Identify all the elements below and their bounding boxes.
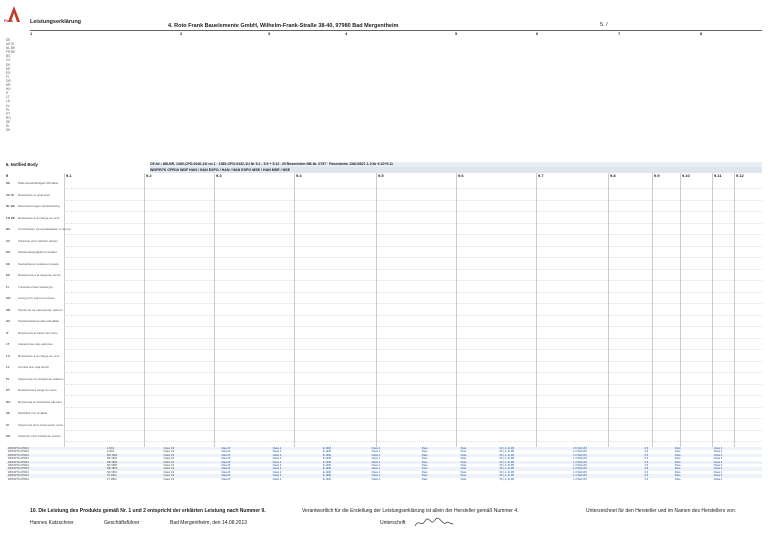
- language-code: SI: [6, 123, 10, 128]
- table-cell: Pass: [421, 460, 428, 464]
- language-code: FR BE: [6, 50, 16, 55]
- column-divider: [456, 173, 457, 451]
- table-cell: 30 (-1;-3) dB: [499, 450, 514, 454]
- table-cell: Class C3: [163, 447, 175, 450]
- language-code: BG: [6, 54, 11, 59]
- perf-row-label: Atsparumas vėjo apkrovai: [18, 342, 53, 346]
- table-cell: Class 4: [272, 460, 282, 464]
- row-divider: [66, 326, 762, 328]
- table-cell: Pass: [674, 457, 681, 461]
- table-cell: Pass: [674, 453, 681, 457]
- table-cell: Class C3: [163, 477, 175, 481]
- table-cell: Pass: [460, 464, 467, 468]
- table-cell: 0.6: [644, 467, 649, 471]
- language-code: GR: [6, 78, 11, 83]
- table-cell: 2T 1800: [106, 477, 117, 481]
- row-divider: [66, 349, 762, 351]
- table-cell: Class B: [221, 453, 231, 457]
- table-cell: Pass: [460, 467, 467, 471]
- column-divider: [64, 173, 65, 451]
- table-cell: Class C3: [163, 450, 175, 454]
- perf-row-language: FR BE: [6, 215, 15, 220]
- language-list: [6, 38, 15, 132]
- table-cell: Class B: [221, 447, 231, 450]
- language-code: LV: [6, 103, 10, 108]
- column-divider: [652, 173, 653, 451]
- table-cell: 1.0 W/(m²K): [573, 450, 588, 454]
- table-cell: Class 4: [713, 477, 723, 481]
- table-cell: Pass: [460, 447, 467, 450]
- table-cell: Class 4: [713, 470, 723, 474]
- language-code: HR: [6, 83, 11, 88]
- table-cell: Pass: [421, 457, 428, 461]
- perf-row-language: PT: [6, 388, 10, 392]
- table-cell: 0.6: [644, 460, 649, 464]
- table-cell: 30 (-1;-3) dB: [499, 474, 514, 478]
- declaration-statement: 10. Die Leistung des Produkts gemäß Nr. 1 und 2 entspricht der erklärten Leistung nach Nummer 9.: [30, 508, 266, 514]
- row-divider: [66, 223, 762, 225]
- table-cell: Class 4: [371, 474, 381, 478]
- table-cell: Class 4: [713, 467, 723, 471]
- perf-column-header: 9.11: [714, 173, 722, 178]
- column-header: 2: [180, 31, 183, 36]
- table-cell: 0.6: [644, 464, 649, 468]
- table-cell: 1.3 W/(m²K): [573, 457, 588, 461]
- table-cell: Class B: [221, 464, 231, 468]
- perf-column-header: 9.7: [538, 173, 544, 178]
- column-divider: [712, 173, 713, 451]
- column-header: 4: [345, 31, 348, 36]
- table-cell: Pass: [674, 450, 681, 454]
- signer-role: Geschäftsführer: [104, 520, 140, 526]
- responsibility-statement: Verantwortlich für die Erstellung der Leistungserklärung ist allein der Hersteller gemäß Nummer 4.: [302, 508, 519, 514]
- section-title: 6. Notified Body: [6, 162, 38, 167]
- perf-row-label: Odolnost proti zatížení větrem: [18, 238, 59, 243]
- table-cell: 1.3 W/(m²K): [573, 470, 588, 474]
- table-cell: Class 4: [713, 450, 723, 454]
- table-cell: WDF/R7K-CPR10: [8, 474, 29, 478]
- column-header: 6: [536, 31, 539, 36]
- column-divider: [144, 173, 145, 451]
- page-number: 5. /: [600, 22, 608, 28]
- table-cell: E 1200: [322, 474, 332, 478]
- perf-column-header: 9.3: [216, 173, 222, 178]
- row-divider: [66, 234, 762, 236]
- table-cell: Class 4: [272, 464, 282, 468]
- table-cell: 0.6: [644, 470, 649, 474]
- table-cell: 30 (-1;-3) dB: [499, 447, 514, 450]
- table-cell: Pass: [460, 457, 467, 461]
- perf-column-header: 9.1: [66, 173, 72, 178]
- perf-row-label: Resistencia a la carga de viento: [18, 273, 61, 277]
- row-divider: [66, 338, 762, 340]
- signature-label: Unterschrift: [380, 520, 406, 526]
- table-cell: WDF/R7K-CPR10: [8, 447, 29, 450]
- table-cell: WDF/R7K-CPR10: [8, 457, 29, 461]
- table-cell: Class B: [221, 450, 231, 454]
- perf-row-label: Resistance to wind load: [18, 192, 50, 197]
- perf-row-label: Widerstandsfähigkeit Windlast: [18, 181, 59, 185]
- row-divider: [66, 211, 762, 213]
- column-divider: [734, 173, 735, 451]
- row-divider: [66, 372, 762, 374]
- language-code: SE: [6, 119, 11, 124]
- table-cell: WDF/R7K-CPR10: [8, 477, 29, 481]
- perf-column-header: 9: [6, 173, 9, 178]
- column-divider: [608, 173, 609, 451]
- signed-for-statement: Unterzeichnet für den Hersteller und im Namen des Herstellers von:: [586, 508, 737, 514]
- table-cell: SR 1801: [106, 470, 118, 474]
- table-cell: 30 (-1;-3) dB: [499, 470, 514, 474]
- perf-row-label: Αντοχή στη φόρτιση ανέμου: [18, 296, 55, 300]
- perf-row-language: FI: [6, 284, 9, 289]
- row-divider: [66, 418, 762, 420]
- table-cell: Class 4: [371, 467, 381, 471]
- language-code: LT: [6, 95, 10, 100]
- perf-column-header: 9.12: [736, 173, 744, 178]
- row-divider: [66, 384, 762, 386]
- table-cell: Class B: [221, 477, 231, 481]
- column-header: 7: [618, 31, 621, 36]
- table-cell: E 1200: [322, 447, 332, 450]
- manufacturer-info: 4. Roto Frank Bauelemente GmbH, Wilhelm-Frank-Straße 38-40, 97980 Bad Mergentheim: [168, 23, 399, 29]
- table-cell: Class 4: [272, 453, 282, 457]
- table-cell: Class 4: [713, 453, 723, 457]
- perf-row-language: ES: [6, 273, 11, 277]
- language-code: FI: [6, 74, 9, 79]
- table-cell: Class 4: [272, 450, 282, 454]
- perf-row-language: DE: [6, 181, 11, 185]
- language-code: LU: [6, 99, 11, 104]
- table-cell: WDF/R7K-CPR10: [8, 450, 29, 454]
- perf-row-language: NL BE: [6, 204, 15, 208]
- signer-name: Hannes Katzschner: [30, 520, 74, 526]
- table-cell: 30 (-1;-3) dB: [499, 457, 514, 461]
- table-cell: Pass: [674, 474, 681, 478]
- table-cell: 1.0 W/(m²K): [573, 453, 588, 457]
- table-cell: Pass: [460, 460, 467, 464]
- table-cell: Class B: [221, 474, 231, 478]
- table-cell: Class B: [221, 470, 231, 474]
- perf-row-label: Odpornost proti obremenitvi vetra: [18, 422, 63, 427]
- table-cell: Class 4: [272, 467, 282, 471]
- table-cell: Class 4: [713, 447, 723, 450]
- table-cell: WDF/R7K-CPR10: [8, 453, 29, 457]
- table-cell: Pass: [460, 450, 467, 454]
- table-cell: Class C3: [163, 464, 175, 468]
- table-cell: Class C3: [163, 474, 175, 478]
- perf-row-label: Устойчивост на натоварване от вятър: [18, 227, 71, 231]
- perf-row-language: EE: [6, 261, 11, 266]
- row-divider: [66, 280, 762, 282]
- column-divider: [294, 173, 295, 451]
- table-cell: 1.3 W/(m²K): [573, 467, 588, 471]
- row-divider: [66, 188, 762, 190]
- column-header: 3: [268, 31, 271, 36]
- table-cell: E 1200: [322, 457, 332, 461]
- table-cell: 0.6: [644, 457, 649, 461]
- table-cell: SR 1800: [106, 464, 118, 468]
- table-cell: E 1200: [322, 453, 332, 457]
- table-cell: Class 4: [272, 457, 282, 461]
- table-cell: RR 1800: [106, 460, 118, 464]
- perf-row-language: HR: [6, 307, 11, 312]
- table-cell: Pass: [421, 447, 428, 450]
- perf-row-language: LV: [6, 365, 10, 369]
- table-cell: Pass: [421, 470, 428, 474]
- perf-column-header: 9.9: [654, 173, 660, 178]
- column-divider: [536, 173, 537, 451]
- signature-image: [413, 516, 455, 530]
- row-divider: [66, 200, 762, 202]
- table-cell: Pass: [674, 470, 681, 474]
- table-cell: ST 1801: [106, 474, 117, 478]
- perf-row-language: CZ: [6, 238, 10, 243]
- table-cell: 30 (-1;-3) dB: [499, 460, 514, 464]
- table-cell: Pass: [674, 447, 681, 450]
- table-cell: Class C3: [163, 457, 175, 461]
- table-cell: 2.0/01: [106, 447, 115, 450]
- table-cell: Class 4: [371, 477, 381, 481]
- column-header: 1: [30, 31, 33, 36]
- table-cell: 30 (-1;-3) dB: [499, 464, 514, 468]
- table-cell: Class C3: [163, 460, 175, 464]
- table-cell: Class 4: [713, 474, 723, 478]
- table-cell: Pass: [421, 474, 428, 478]
- row-divider: [66, 303, 762, 305]
- company-logo-text: Roto: [4, 18, 14, 23]
- products-bar: WDF/R7K CPR10 WDF HAN / HAN EXPO / HAN / HAN EXPO MSE / HAN MSE / NSE: [150, 167, 762, 173]
- table-cell: Pass: [421, 453, 428, 457]
- table-cell: Class 4: [371, 453, 381, 457]
- perf-row-label: Tuulenkuorman kestävyys: [18, 284, 53, 289]
- row-divider: [66, 441, 762, 443]
- table-cell: Pass: [674, 477, 681, 481]
- perf-row-label: Vastupidavus tuulekoormusele: [18, 261, 59, 266]
- column-divider: [680, 173, 681, 451]
- table-cell: 1.3 W/(m²K): [573, 477, 588, 481]
- perf-column-header: 9.8: [610, 173, 616, 178]
- table-cell: RR 1801: [106, 467, 118, 471]
- perf-column-header: 9.10: [682, 173, 690, 178]
- table-cell: WDF/R7K-CPR10: [8, 467, 29, 471]
- language-code: NL BE: [6, 46, 16, 51]
- table-cell: Pass: [460, 477, 467, 481]
- language-code: CZ: [6, 58, 11, 63]
- perf-row-language: DK: [6, 250, 11, 254]
- table-cell: Pass: [421, 467, 428, 471]
- language-code: DK: [6, 62, 11, 67]
- table-cell: Class C3: [163, 470, 175, 474]
- perf-row-language: LT: [6, 342, 10, 346]
- perf-row-language: SI: [6, 422, 9, 427]
- table-cell: Class 4: [371, 460, 381, 464]
- table-cell: 0.6: [644, 450, 649, 454]
- perf-row-label: Odolnosť proti zaťaženiu vetrom: [18, 434, 61, 438]
- perf-row-label: Modstandsdygtighed vindlast: [18, 250, 57, 254]
- perf-row-language: SE: [6, 411, 11, 415]
- language-code: RO: [6, 115, 11, 120]
- table-cell: 30 (-1;-3) dB: [499, 453, 514, 457]
- table-cell: Class 4: [272, 470, 282, 474]
- perf-row-language: RO: [6, 399, 11, 404]
- notified-body-bar: CE-Nr.: NB-NR. 1360-CPD-0040-10/ no 1 · 1360-CPD-0332-11/ Nr 5.1 - 5.5 + 5.12 - Ift Rosenheim NB-Nr. 0757 · Rosenheim 1361/0827-1.0 Nr 9.10+9.11: [150, 162, 762, 167]
- table-cell: 0.6: [644, 453, 649, 457]
- table-cell: E 1200: [322, 477, 332, 481]
- table-cell: Pass: [674, 464, 681, 468]
- table-cell: Class 4: [371, 457, 381, 461]
- perf-row-label: Rezistența la încărcarea vântului: [18, 399, 62, 404]
- perf-row-language: LU: [6, 353, 10, 358]
- language-code: ES: [6, 70, 11, 75]
- table-cell: Pass: [421, 477, 428, 481]
- language-code: SK: [6, 128, 11, 133]
- table-cell: E 1200: [322, 460, 332, 464]
- row-divider: [66, 269, 762, 271]
- place-date: Bad Mergentheim, den 14.08.2013: [170, 520, 247, 526]
- perf-row-language: HU: [6, 319, 11, 323]
- perf-row-language: SK: [6, 434, 11, 438]
- row-divider: [66, 361, 762, 363]
- row-divider: [66, 395, 762, 397]
- column-header: 8: [700, 31, 703, 36]
- perf-row-label: Odporność na obciążenie wiatrem: [18, 376, 64, 381]
- table-cell: Pass: [460, 474, 467, 478]
- table-cell: RR 1802: [106, 453, 118, 457]
- perf-row-language: BG: [6, 227, 11, 231]
- table-cell: Class 4: [272, 474, 282, 478]
- perf-row-language: PL: [6, 376, 10, 381]
- table-cell: 1.3 W/(m²K): [573, 474, 588, 478]
- table-cell: Class 4: [371, 450, 381, 454]
- perf-row-label: Résistance à la charge au vent: [18, 215, 60, 220]
- column-header: 5: [455, 31, 458, 36]
- document-title: Leistungserklärung: [30, 19, 82, 25]
- product-table: [6, 447, 762, 481]
- table-cell: Pass: [674, 460, 681, 464]
- perf-row-label: Izturība pret vēja slodzi: [18, 365, 49, 369]
- row-divider: [66, 407, 762, 409]
- table-cell: WDF/R7K-CPR10: [8, 464, 29, 468]
- table-cell: Class B: [221, 460, 231, 464]
- perf-column-header: 9.5: [378, 173, 384, 178]
- column-divider: [214, 173, 215, 451]
- table-cell: Pass: [674, 467, 681, 471]
- table-cell: Class B: [221, 467, 231, 471]
- column-divider: [376, 173, 377, 451]
- language-code: DE: [6, 38, 11, 42]
- table-cell: E 1200: [322, 470, 332, 474]
- table-cell: E 1200: [322, 464, 332, 468]
- table-cell: Class C3: [163, 453, 175, 457]
- row-divider: [66, 257, 762, 259]
- perf-column-header: 9.4: [296, 173, 302, 178]
- table-cell: Class 4: [713, 457, 723, 461]
- table-cell: 0.6: [644, 474, 649, 478]
- perf-row-label: Weerstand tegen windbelasting: [18, 204, 60, 208]
- table-cell: SR 1802: [106, 457, 118, 461]
- table-cell: Pass: [460, 470, 467, 474]
- table-cell: Class 4: [371, 464, 381, 468]
- table-cell: Class 4: [371, 470, 381, 474]
- perf-column-header: 9.2: [146, 173, 152, 178]
- row-divider: [66, 292, 762, 294]
- table-row: [6, 478, 762, 481]
- perf-row-label: Resistência à carga do vento: [18, 388, 57, 392]
- table-cell: 1.3 W/(m²K): [573, 464, 588, 468]
- table-cell: Pass: [421, 464, 428, 468]
- table-cell: Class 4: [371, 447, 381, 450]
- perf-row-language: UK IE: [6, 192, 15, 197]
- language-code: EE: [6, 66, 11, 71]
- table-cell: Class B: [221, 457, 231, 461]
- table-cell: Class 4: [713, 460, 723, 464]
- table-cell: Class 4: [272, 477, 282, 481]
- language-code: HU: [6, 87, 11, 92]
- table-cell: WDF/R7K-CPR10: [8, 460, 29, 464]
- table-cell: 30 (-1;-3) dB: [499, 467, 514, 471]
- table-cell: WDF/R7K-CPR10: [8, 470, 29, 474]
- table-cell: 0.6: [644, 477, 649, 481]
- perf-row-label: Résistance à la charge du vent: [18, 353, 60, 358]
- table-cell: 0.6: [644, 447, 649, 450]
- table-cell: 2.0/01: [106, 450, 115, 454]
- table-cell: 30 (-1;-3) dB: [499, 477, 514, 481]
- row-divider: [66, 315, 762, 317]
- perf-row-label: Otpornost na opterećenje vjetrom: [18, 307, 63, 312]
- language-code: UK IE: [6, 42, 15, 47]
- language-code: IT: [6, 91, 9, 96]
- table-cell: E 1200: [322, 450, 332, 454]
- perf-row-language: IT: [6, 330, 9, 335]
- perf-row-label: Motstånd mot vindlast: [18, 411, 48, 415]
- perf-row-label: Resistenza al carico del vento: [18, 330, 58, 335]
- table-cell: Pass: [460, 453, 467, 457]
- language-code: PL: [6, 107, 10, 112]
- table-cell: Class 4: [272, 447, 282, 450]
- perf-row-label: Szélterhelésnek való ellenállás: [18, 319, 60, 323]
- table-cell: Class C3: [163, 467, 175, 471]
- language-code: PT: [6, 111, 11, 116]
- row-divider: [66, 430, 762, 432]
- row-divider: [66, 246, 762, 248]
- table-cell: E 1200: [322, 467, 332, 471]
- table-cell: 1.3 W/(m²K): [573, 460, 588, 464]
- header-divider: [30, 30, 762, 31]
- table-cell: 0.6 W/(m²K): [573, 447, 588, 450]
- table-cell: Pass: [421, 450, 428, 454]
- perf-row-language: GR: [6, 296, 11, 300]
- table-cell: Class 4: [713, 464, 723, 468]
- perf-column-header: 9.6: [458, 173, 464, 178]
